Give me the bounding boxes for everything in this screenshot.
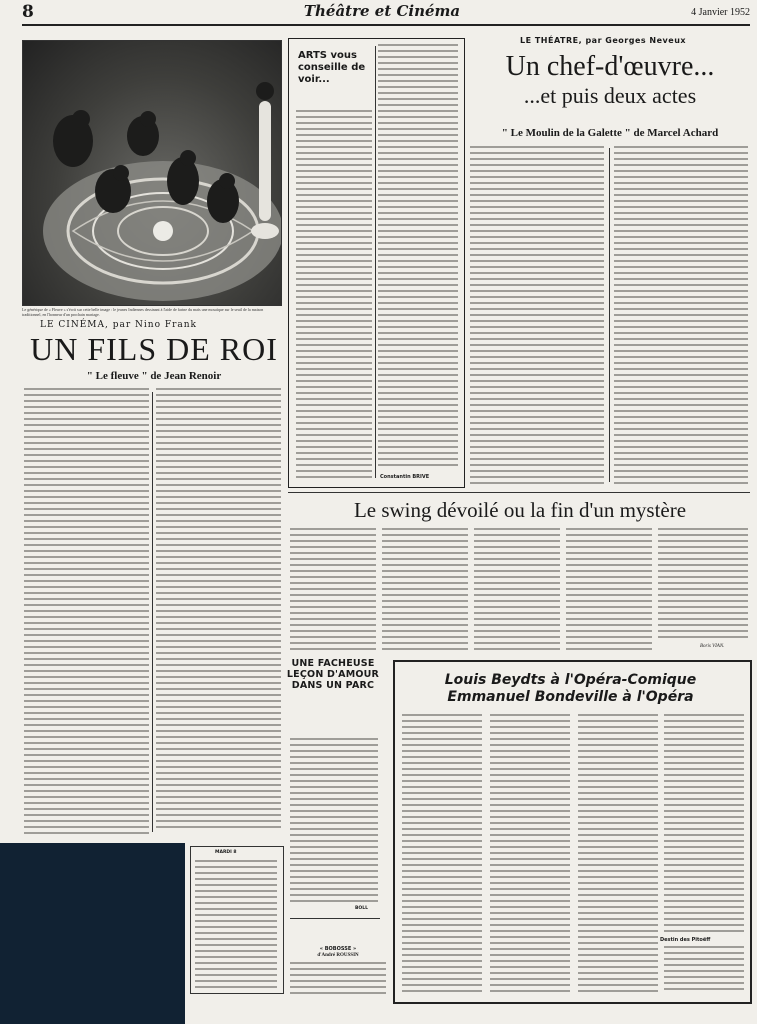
facheuse-headline-box xyxy=(286,658,380,732)
opera-text-column-4 xyxy=(664,714,744,932)
opera-text-column-2 xyxy=(490,714,570,994)
photo-caption: Le générique de « Fleuve » s'écrit sur cette belle image : le jeunes Indiennes dessinant à l'aide de farine du maïs une mosaïque sur le seuil de la maison traditionnel, en l'honneur d'un prochain mariage. xyxy=(22,307,264,317)
section-rule xyxy=(290,918,380,919)
section-rule xyxy=(288,492,750,493)
theatre-text-column-2 xyxy=(614,146,748,484)
scan-edge-dark-block xyxy=(0,843,185,1024)
facheuse-signature: BOLL xyxy=(355,906,368,911)
column-rule xyxy=(609,148,610,482)
column-rule xyxy=(375,46,376,478)
issue-date: 4 Janvier 1952 xyxy=(691,7,750,18)
swing-text-column-2 xyxy=(382,528,468,650)
cinema-headline: UN FILS DE ROI xyxy=(30,331,278,367)
theatre-text-column-1 xyxy=(470,146,604,484)
theatre-subhead: " Le Moulin de la Galette " de Marcel Achard xyxy=(501,127,719,139)
opera-headline xyxy=(398,672,743,706)
arts-headline: ARTS vous conseille de voir... xyxy=(298,50,366,85)
facheuse-text xyxy=(290,738,378,904)
film-still-photo xyxy=(22,40,282,306)
theatre-headline-2: ...et puis deux actes xyxy=(523,83,697,108)
film-still-illustration xyxy=(23,41,281,305)
page-number: 8 xyxy=(22,2,34,22)
swing-text-column-3 xyxy=(474,528,560,650)
cinema-subhead: " Le fleuve " de Jean Renoir xyxy=(86,370,222,382)
swing-text-column-4 xyxy=(566,528,652,650)
opera-text-column-3 xyxy=(578,714,658,994)
bobosse-title: « BOBOSSE » xyxy=(319,946,357,952)
section-title: Théâtre et Cinéma xyxy=(303,2,461,20)
swing-headline: Le swing dévoilé ou la fin d'un mystère xyxy=(353,498,687,522)
arts-text-column-2 xyxy=(378,44,458,470)
masthead xyxy=(22,2,750,26)
opera-headline-2: Emmanuel Bondeville à l'Opéra xyxy=(447,689,694,705)
cinema-text-column-2 xyxy=(156,388,281,828)
arts-text-column-1 xyxy=(296,110,372,480)
facheuse-headline: UNE FACHEUSE LEÇON D'AMOUR DANS UN PARC xyxy=(286,658,380,691)
swing-text-column-5 xyxy=(658,528,748,640)
opera-headline-1: Louis Beydts à l'Opéra-Comique xyxy=(444,672,697,688)
swing-signature: Boris VIAN. xyxy=(700,644,725,649)
theatre-headline-1: Un chef-d'œuvre... xyxy=(505,51,715,82)
cinema-kicker: LE CINÉMA, par Nino Frank xyxy=(40,320,198,330)
bobosse-author: d'André ROUSSIN xyxy=(317,953,359,958)
listing-heading: MARDI 8 xyxy=(215,850,237,855)
bobosse-text xyxy=(290,962,386,998)
opera-text-column-1 xyxy=(402,714,482,994)
theatre-kicker: LE THÉATRE, par Georges Neveux xyxy=(520,36,687,45)
column-rule xyxy=(152,392,153,832)
pitoeff-text xyxy=(664,946,744,994)
listing-text xyxy=(195,860,277,988)
swing-text-column-1 xyxy=(290,528,376,650)
cinema-text-column-1 xyxy=(24,388,149,836)
arts-signature: Constantin BRIVE xyxy=(380,474,430,480)
pitoeff-headline: Destin des Pitoëff xyxy=(660,937,711,943)
